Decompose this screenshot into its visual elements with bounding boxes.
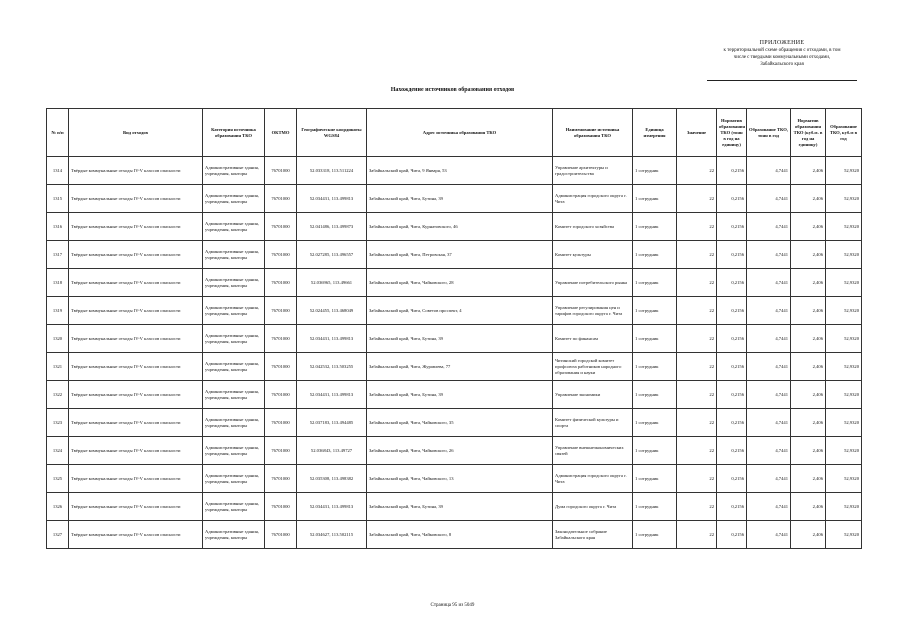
col-value-cell: 22 [677, 493, 717, 521]
col-norm-cubic-cell: 2,406 [791, 185, 826, 213]
col-address-cell: Забайкальский край, Чита, 9 Января, 53 [367, 157, 553, 185]
col-formation-tons-cell: 4,7441 [747, 157, 791, 185]
col-number-cell: 1325 [47, 465, 69, 493]
col-address-cell: Забайкальский край, Чита, Чайковского, 8 [367, 521, 553, 549]
col-address-cell: Забайкальский край, Чита, Чайковского, 28 [367, 269, 553, 297]
col-number-cell: 1316 [47, 213, 69, 241]
col-waste-type-cell: Твёрдые коммунальные отходы IV-V классов опасности [69, 465, 203, 493]
col-formation-tons-header: Образование ТКО, тонн в год [747, 109, 791, 157]
col-number-cell: 1323 [47, 409, 69, 437]
col-value-cell: 22 [677, 353, 717, 381]
col-unit-cell: 1 сотрудник [633, 157, 677, 185]
col-coordinates-cell: 52.036965, 113.49661 [297, 269, 367, 297]
col-coordinates-cell: 52.042532, 113.503255 [297, 353, 367, 381]
col-waste-type-cell: Твёрдые коммунальные отходы IV-V классов опасности [69, 381, 203, 409]
page-footer: Страница 95 из 5049 [430, 603, 475, 608]
appendix-title: ПРИЛОЖЕНИЕ [759, 40, 805, 46]
col-source-category-cell: Административные здания, учреждения, конторы [203, 353, 265, 381]
table-row [47, 521, 862, 549]
col-source-category-cell: Административные здания, учреждения, конторы [203, 241, 265, 269]
col-formation-tons-cell: 4,7441 [747, 269, 791, 297]
col-address-cell: Забайкальский край, Чита, Петровская, 37 [367, 241, 553, 269]
col-number-header: № п/п [47, 109, 69, 157]
col-source-category-cell: Административные здания, учреждения, конторы [203, 325, 265, 353]
col-coordinates-cell: 52.037183, 113.494485 [297, 409, 367, 437]
col-value-header: Значение [677, 109, 717, 157]
waste-sources-table [46, 108, 862, 549]
col-coordinates-cell: 52.034431, 113.499813 [297, 325, 367, 353]
col-coordinates-cell: 52.036843, 113.49727 [297, 437, 367, 465]
col-source-name-cell: Управление экономики [553, 381, 633, 409]
col-source-name-cell: Законодательное собрание Забайкальского края [553, 521, 633, 549]
col-formation-tons-cell: 4,7441 [747, 353, 791, 381]
table-row [47, 325, 862, 353]
col-source-name-cell: Комитет культуры [553, 241, 633, 269]
col-formation-tons-cell: 4,7441 [747, 409, 791, 437]
col-norm-tons-cell: 0,2156 [717, 465, 747, 493]
col-norm-cubic-cell: 2,406 [791, 465, 826, 493]
col-unit-cell: 1 сотрудник [633, 297, 677, 325]
col-coordinates-cell: 52.024455, 113.468049 [297, 297, 367, 325]
col-source-name-cell: Администрация городского округа г. Чита [553, 465, 633, 493]
col-coordinates-cell: 52.033318, 113.511224 [297, 157, 367, 185]
appendix-line: числе с твердыми коммунальными отходами, [733, 55, 831, 60]
col-source-category-cell: Административные здания, учреждения, конторы [203, 213, 265, 241]
appendix-block [707, 40, 857, 81]
col-norm-cubic-cell: 2,406 [791, 381, 826, 409]
col-number-cell: 1317 [47, 241, 69, 269]
table-row [47, 465, 862, 493]
col-address-header: Адрес источника образования ТКО [367, 109, 553, 157]
col-source-category-cell: Административные здания, учреждения, конторы [203, 521, 265, 549]
col-oktmo-cell: 76701000 [265, 297, 297, 325]
col-formation-cubic-cell: 52,9320 [826, 465, 862, 493]
col-unit-cell: 1 сотрудник [633, 325, 677, 353]
col-number-cell: 1320 [47, 325, 69, 353]
table-row [47, 213, 862, 241]
col-source-category-cell: Административные здания, учреждения, конторы [203, 409, 265, 437]
col-norm-cubic-cell: 2,406 [791, 409, 826, 437]
col-norm-tons-cell: 0,2156 [717, 409, 747, 437]
col-formation-tons-cell: 4,7441 [747, 213, 791, 241]
col-oktmo-cell: 76701000 [265, 409, 297, 437]
col-formation-cubic-cell: 52,9320 [826, 297, 862, 325]
col-formation-cubic-header: Образование ТКО, куб.м в год [826, 109, 862, 157]
col-norm-cubic-cell: 2,406 [791, 521, 826, 549]
col-source-name-cell: Дума городского округа г. Чита [553, 493, 633, 521]
col-formation-tons-cell: 4,7441 [747, 437, 791, 465]
col-norm-tons-cell: 0,2156 [717, 185, 747, 213]
col-norm-tons-cell: 0,2156 [717, 241, 747, 269]
col-norm-cubic-header: Норматив образования ТКО (куб.м. в год на единицу) [791, 109, 826, 157]
col-norm-tons-cell: 0,2156 [717, 521, 747, 549]
col-formation-cubic-cell: 52,9320 [826, 213, 862, 241]
col-unit-cell: 1 сотрудник [633, 409, 677, 437]
col-number-cell: 1321 [47, 353, 69, 381]
col-unit-cell: 1 сотрудник [633, 381, 677, 409]
col-value-cell: 22 [677, 269, 717, 297]
col-address-cell: Забайкальский край, Чита, Бутина, 39 [367, 185, 553, 213]
col-formation-tons-cell: 4,7441 [747, 521, 791, 549]
col-oktmo-cell: 76701000 [265, 185, 297, 213]
col-value-cell: 22 [677, 521, 717, 549]
col-coordinates-cell: 52.034627, 113.502115 [297, 521, 367, 549]
appendix-line: Забайкальского края [760, 62, 804, 67]
col-norm-tons-header: Норматив образования ТКО (тонн в год на единицу) [717, 109, 747, 157]
col-norm-tons-cell: 0,2156 [717, 269, 747, 297]
col-source-name-cell: Читинский городской комитет профсоюза работников народного образования и науки [553, 353, 633, 381]
col-value-cell: 22 [677, 241, 717, 269]
col-waste-type-cell: Твёрдые коммунальные отходы IV-V классов опасности [69, 493, 203, 521]
col-waste-type-cell: Твёрдые коммунальные отходы IV-V классов опасности [69, 241, 203, 269]
col-number-cell: 1327 [47, 521, 69, 549]
col-norm-cubic-cell: 2,406 [791, 157, 826, 185]
col-norm-tons-cell: 0,2156 [717, 213, 747, 241]
col-waste-type-cell: Твёрдые коммунальные отходы IV-V классов опасности [69, 409, 203, 437]
col-waste-type-header: Вид отходов [69, 109, 203, 157]
col-unit-cell: 1 сотрудник [633, 213, 677, 241]
col-number-cell: 1314 [47, 157, 69, 185]
col-formation-cubic-cell: 52,9320 [826, 353, 862, 381]
col-source-name-cell: Управление регулирования цен и тарифов городского округа г. Чита [553, 297, 633, 325]
col-address-cell: Забайкальский край, Чита, Курнатовского, 46 [367, 213, 553, 241]
col-source-name-cell: Управление внешнеэкономических связей [553, 437, 633, 465]
col-source-name-cell: Комитет по финансам [553, 325, 633, 353]
col-number-cell: 1322 [47, 381, 69, 409]
col-value-cell: 22 [677, 185, 717, 213]
col-coordinates-cell: 52.034431, 113.499813 [297, 493, 367, 521]
table-row [47, 269, 862, 297]
table-row [47, 241, 862, 269]
col-source-category-header: Категория источника образования ТКО [203, 109, 265, 157]
table-row [47, 297, 862, 325]
col-address-cell: Забайкальский край, Чита, Журавлева, 77 [367, 353, 553, 381]
col-formation-tons-cell: 4,7441 [747, 241, 791, 269]
col-address-cell: Забайкальский край, Чита, Чайковского, 35 [367, 409, 553, 437]
col-norm-cubic-cell: 2,406 [791, 437, 826, 465]
col-coordinates-cell: 52.041486, 113.499873 [297, 213, 367, 241]
appendix-line: к территориальной схеме обращения с отходами, в том [723, 48, 841, 53]
col-address-cell: Забайкальский край, Чита, Бутина, 39 [367, 325, 553, 353]
col-number-cell: 1315 [47, 185, 69, 213]
col-formation-cubic-cell: 52,9320 [826, 493, 862, 521]
table-row [47, 185, 862, 213]
col-waste-type-cell: Твёрдые коммунальные отходы IV-V классов опасности [69, 269, 203, 297]
col-oktmo-cell: 76701000 [265, 241, 297, 269]
col-unit-cell: 1 сотрудник [633, 269, 677, 297]
col-address-cell: Забайкальский край, Чита, Чайковского, 26 [367, 437, 553, 465]
col-norm-cubic-cell: 2,406 [791, 353, 826, 381]
col-waste-type-cell: Твёрдые коммунальные отходы IV-V классов опасности [69, 521, 203, 549]
col-unit-cell: 1 сотрудник [633, 353, 677, 381]
table-row [47, 157, 862, 185]
col-formation-tons-cell: 4,7441 [747, 297, 791, 325]
col-source-category-cell: Административные здания, учреждения, конторы [203, 381, 265, 409]
col-waste-type-cell: Твёрдые коммунальные отходы IV-V классов опасности [69, 157, 203, 185]
col-norm-cubic-cell: 2,406 [791, 325, 826, 353]
col-number-cell: 1326 [47, 493, 69, 521]
col-formation-tons-cell: 4,7441 [747, 185, 791, 213]
col-norm-tons-cell: 0,2156 [717, 437, 747, 465]
col-norm-tons-cell: 0,2156 [717, 325, 747, 353]
table-row [47, 381, 862, 409]
col-waste-type-cell: Твёрдые коммунальные отходы IV-V классов опасности [69, 353, 203, 381]
table-heading: Нахождение источников образования отходов [390, 87, 515, 93]
col-norm-cubic-cell: 2,406 [791, 241, 826, 269]
col-formation-cubic-cell: 52,9320 [826, 185, 862, 213]
col-address-cell: Забайкальский край, Чита, Бутина, 39 [367, 493, 553, 521]
col-formation-cubic-cell: 52,9320 [826, 157, 862, 185]
col-address-cell: Забайкальский край, Чита, Бутина, 39 [367, 381, 553, 409]
col-value-cell: 22 [677, 409, 717, 437]
col-source-category-cell: Административные здания, учреждения, конторы [203, 465, 265, 493]
col-coordinates-cell: 52.027285, 113.496557 [297, 241, 367, 269]
col-waste-type-cell: Твёрдые коммунальные отходы IV-V классов опасности [69, 297, 203, 325]
col-source-name-cell: Комитет городского хозяйства [553, 213, 633, 241]
col-source-name-cell: Комитет физической культуры и спорта [553, 409, 633, 437]
col-source-name-cell: Администрация городского округа г. Чита [553, 185, 633, 213]
col-oktmo-cell: 76701000 [265, 465, 297, 493]
col-value-cell: 22 [677, 465, 717, 493]
col-oktmo-header: ОКТМО [265, 109, 297, 157]
col-waste-type-cell: Твёрдые коммунальные отходы IV-V классов опасности [69, 185, 203, 213]
table-header-row [47, 109, 862, 157]
col-norm-tons-cell: 0,2156 [717, 353, 747, 381]
col-norm-tons-cell: 0,2156 [717, 297, 747, 325]
col-waste-type-cell: Твёрдые коммунальные отходы IV-V классов опасности [69, 437, 203, 465]
col-address-cell: Забайкальский край, Чита, Советов проспект, 4 [367, 297, 553, 325]
col-norm-cubic-cell: 2,406 [791, 213, 826, 241]
col-value-cell: 22 [677, 157, 717, 185]
col-unit-cell: 1 сотрудник [633, 185, 677, 213]
col-source-category-cell: Административные здания, учреждения, конторы [203, 297, 265, 325]
col-waste-type-cell: Твёрдые коммунальные отходы IV-V классов опасности [69, 213, 203, 241]
col-source-category-cell: Административные здания, учреждения, конторы [203, 157, 265, 185]
col-source-category-cell: Административные здания, учреждения, конторы [203, 493, 265, 521]
col-formation-tons-cell: 4,7441 [747, 325, 791, 353]
col-source-name-header: Наименование источника образования ТКО [553, 109, 633, 157]
col-oktmo-cell: 76701000 [265, 437, 297, 465]
col-source-category-cell: Административные здания, учреждения, конторы [203, 269, 265, 297]
col-number-cell: 1324 [47, 437, 69, 465]
col-value-cell: 22 [677, 437, 717, 465]
col-norm-cubic-cell: 2,406 [791, 297, 826, 325]
col-source-name-cell: Управление архитектуры и градостроительства [553, 157, 633, 185]
col-unit-header: Единица измерения [633, 109, 677, 157]
col-unit-cell: 1 сотрудник [633, 437, 677, 465]
col-formation-tons-cell: 4,7441 [747, 465, 791, 493]
col-norm-cubic-cell: 2,406 [791, 269, 826, 297]
col-formation-cubic-cell: 52,9320 [826, 381, 862, 409]
col-norm-cubic-cell: 2,406 [791, 493, 826, 521]
col-norm-tons-cell: 0,2156 [717, 157, 747, 185]
col-coordinates-header: Географические координаты WGS84 [297, 109, 367, 157]
col-unit-cell: 1 сотрудник [633, 465, 677, 493]
table-row [47, 353, 862, 381]
col-formation-cubic-cell: 52,9320 [826, 241, 862, 269]
col-formation-cubic-cell: 52,9320 [826, 269, 862, 297]
col-formation-cubic-cell: 52,9320 [826, 521, 862, 549]
col-number-cell: 1319 [47, 297, 69, 325]
col-source-category-cell: Административные здания, учреждения, конторы [203, 185, 265, 213]
col-oktmo-cell: 76701000 [265, 521, 297, 549]
table-row [47, 409, 862, 437]
col-formation-cubic-cell: 52,9320 [826, 437, 862, 465]
col-number-cell: 1318 [47, 269, 69, 297]
col-norm-tons-cell: 0,2156 [717, 381, 747, 409]
col-oktmo-cell: 76701000 [265, 269, 297, 297]
appendix-divider [707, 80, 857, 81]
col-coordinates-cell: 52.034431, 113.499813 [297, 185, 367, 213]
col-oktmo-cell: 76701000 [265, 353, 297, 381]
table-row [47, 437, 862, 465]
col-coordinates-cell: 52.035308, 113.498382 [297, 465, 367, 493]
col-oktmo-cell: 76701000 [265, 493, 297, 521]
col-formation-cubic-cell: 52,9320 [826, 409, 862, 437]
table-row [47, 493, 862, 521]
col-coordinates-cell: 52.034431, 113.499813 [297, 381, 367, 409]
col-oktmo-cell: 76701000 [265, 157, 297, 185]
col-unit-cell: 1 сотрудник [633, 493, 677, 521]
col-value-cell: 22 [677, 381, 717, 409]
col-waste-type-cell: Твёрдые коммунальные отходы IV-V классов опасности [69, 325, 203, 353]
col-oktmo-cell: 76701000 [265, 325, 297, 353]
col-value-cell: 22 [677, 325, 717, 353]
col-source-name-cell: Управление потребительского рынка [553, 269, 633, 297]
col-formation-tons-cell: 4,7441 [747, 493, 791, 521]
col-formation-tons-cell: 4,7441 [747, 381, 791, 409]
col-value-cell: 22 [677, 297, 717, 325]
col-source-category-cell: Административные здания, учреждения, конторы [203, 437, 265, 465]
col-unit-cell: 1 сотрудник [633, 241, 677, 269]
col-formation-cubic-cell: 52,9320 [826, 325, 862, 353]
col-unit-cell: 1 сотрудник [633, 521, 677, 549]
col-oktmo-cell: 76701000 [265, 381, 297, 409]
col-norm-tons-cell: 0,2156 [717, 493, 747, 521]
col-address-cell: Забайкальский край, Чита, Чайковского, 13 [367, 465, 553, 493]
col-oktmo-cell: 76701000 [265, 213, 297, 241]
col-value-cell: 22 [677, 213, 717, 241]
